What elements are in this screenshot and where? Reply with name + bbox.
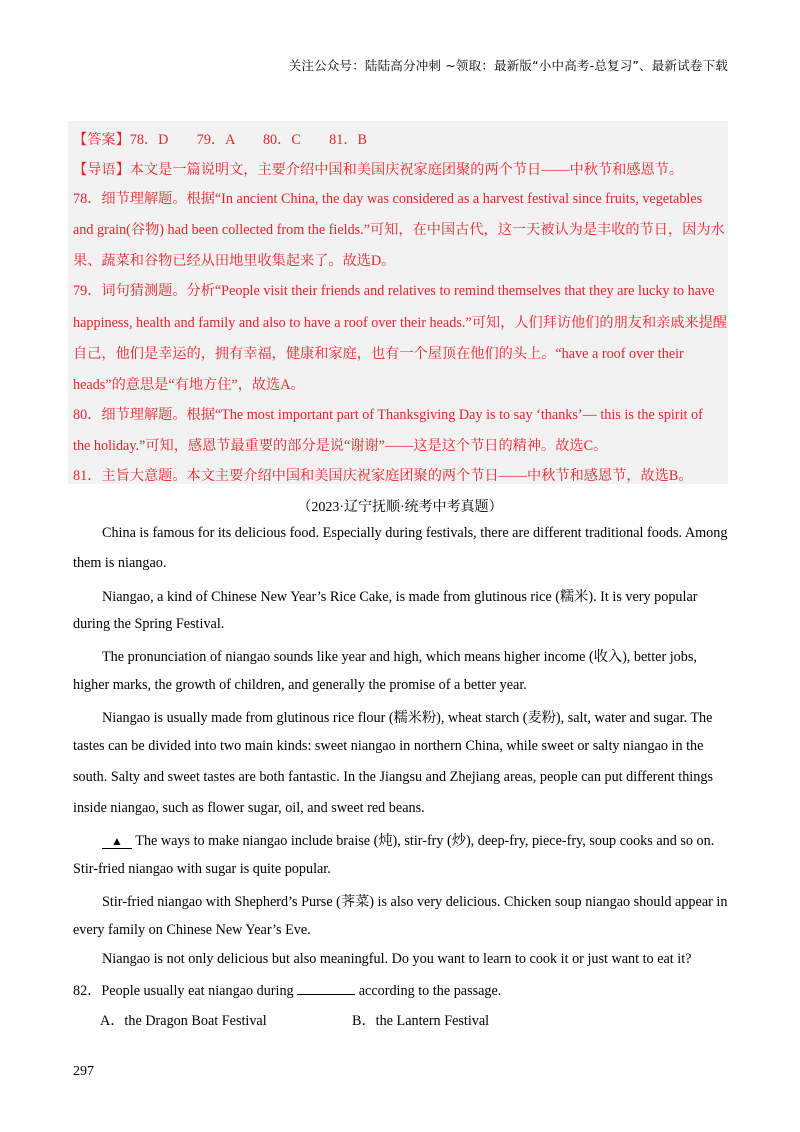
passage-line: Niangao is usually made from glutinous rice flour (糯米粉), wheat starch (麦粉), salt, water and sugar. The [102, 710, 713, 726]
passage-line: higher marks, the growth of children, and generally the promise of a better year. [73, 677, 527, 693]
passage-line: tastes can be divided into two main kinds: sweet niangao in northern China, while sweet or salty niangao in the [73, 738, 704, 754]
answer-blank [297, 982, 355, 995]
passage-line: south. Salty and sweet tastes are both fantastic. In the Jiangsu and Zhejiang areas, people can put different things [73, 769, 713, 785]
page-number: 297 [73, 1064, 94, 1079]
passage-line: inside niangao, such as flower sugar, oil, and sweet red beans. [73, 800, 425, 816]
answer-line: 80．细节理解题。根据“The most important part of Thanksgiving Day is to say ‘thanks’— this is the spirit of [73, 407, 703, 423]
passage-line [102, 830, 714, 850]
option-a[interactable]: A．the Dragon Boat Festival [100, 1013, 267, 1029]
answer-line: 78．细节理解题。根据“In ancient China, the day was considered as a harvest festival since fruits, vegetables [73, 191, 703, 207]
fill-in-blank: ▲ [102, 834, 132, 849]
passage-line: Niangao is not only delicious but also meaningful. Do you want to learn to cook it or just want to eat it? [102, 951, 692, 967]
answer-line: 79．词句猜测题。分析“People visit their friends and relatives to remind themselves that they are lucky to have [73, 283, 715, 299]
answer-line: 81．主旨大意题。本文主要介绍中国和美国庆祝家庭团聚的两个节日——中秋节和感恩节，故选B。 [73, 468, 693, 484]
answer-line: the holiday.”可知，感恩节最重要的部分是说“谢谢”——这是这个节日的精神。故选C。 [73, 438, 608, 454]
answer-line: and grain(谷物) had been collected from the fields.”可知，在中国古代，这一天被认为是丰收的节日，因为水 [73, 222, 725, 238]
question-source: （2023·辽宁抚顺·统考中考真题） [297, 500, 503, 515]
question-82-stem: 82．People usually eat niangao during according to the passage. [73, 983, 502, 999]
answer-line: 果、蔬菜和谷物已经从田地里收集起来了。故选D。 [73, 253, 396, 269]
passage-line: Niangao, a kind of Chinese New Year’s Rice Cake, is made from glutinous rice (糯米). It is very popular [102, 589, 698, 605]
passage-line: China is famous for its delicious food. Especially during festivals, there are different traditional foods. Among [102, 525, 728, 541]
passage-line: during the Spring Festival. [73, 616, 225, 632]
answer-line: happiness, health and family and also to have a roof over their heads.”可知，人们拜访他们的朋友和亲戚来提醒 [73, 315, 728, 331]
passage-line: Stir-fried niangao with sugar is quite popular. [73, 861, 331, 877]
passage-line: them is niangao. [73, 555, 167, 571]
answer-line: 自己，他们是幸运的，拥有幸福，健康和家庭，也有一个屋顶在他们的头上。“have a roof over their [73, 346, 684, 362]
passage-text: The ways to make niangao include braise (炖), stir-fry (炒), deep-fry, piece-fry, soup cooks and so on. [132, 833, 715, 849]
page-header: 关注公众号：陆陆高分冲刺 ~领取：最新版“小中高考-总复习”、最新试卷下载 [288, 58, 728, 73]
answer-line: heads”的意思是“有地方住”，故选A。 [73, 377, 305, 393]
passage-line: every family on Chinese New Year’s Eve. [73, 922, 311, 938]
answer-line: 【答案】78．D 79．A 80．C 81．B [73, 132, 368, 148]
answer-line: 【导语】本文是一篇说明文，主要介绍中国和美国庆祝家庭团聚的两个节日——中秋节和感恩节。 [73, 162, 684, 178]
passage-line: Stir-fried niangao with Shepherd’s Purse (荠菜) is also very delicious. Chicken soup niangao should appear in [102, 894, 728, 910]
passage-line: The pronunciation of niangao sounds like year and high, which means higher income (收入), better jobs, [102, 649, 697, 665]
option-b[interactable]: B．the Lantern Festival [352, 1013, 490, 1029]
